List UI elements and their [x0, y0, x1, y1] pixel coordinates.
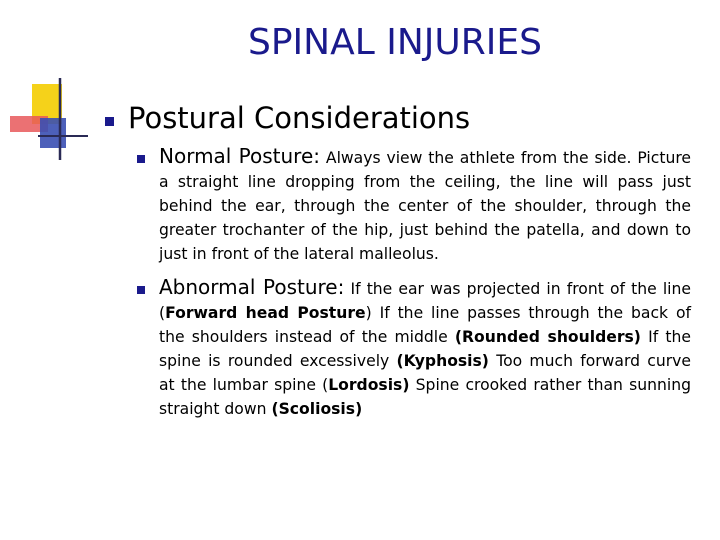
abnormal-text-3: If the spine is rounded excessively [159, 328, 691, 370]
rounded-shoulders-term: (Rounded shoulders) [454, 328, 641, 346]
normal-posture-paragraph [159, 144, 691, 266]
abnormal-text-1: If the ear was projected in front of the line ( [159, 280, 691, 322]
heading-bullet [105, 117, 114, 126]
normal-posture-text: Always view the athlete from the side. Picture a straight line dropping from the ceiling, the line will pass just behind the ear, through the center of the shoulder, through the greater trochanter of the hip, just behind the patella, and down to just in front of the lateral malleolus. [159, 149, 691, 263]
abnormal-posture-paragraph [159, 275, 691, 421]
slide-logo-icon [8, 78, 88, 164]
abnormal-text-4: Too much forward curve at the lumbar spine ( [159, 352, 691, 394]
kyphosis-term: (Kyphosis) [396, 352, 489, 370]
normal-bullet [137, 155, 145, 163]
scoliosis-term: (Scoliosis) [271, 400, 363, 418]
abnormal-text-2: ) If the line passes through the back of the shoulders instead of the middle [159, 304, 691, 346]
slide-title: SPINAL INJURIES [248, 22, 542, 63]
forward-head-term: Forward head Posture [165, 304, 366, 322]
abnormal-bullet [137, 286, 145, 294]
section-heading: Postural Considerations [128, 101, 471, 135]
abnormal-posture-label: Abnormal Posture: [159, 275, 345, 299]
lordosis-term: Lordosis) [328, 376, 410, 394]
abnormal-text-5: Spine crooked rather than sunning straight down [159, 376, 691, 418]
normal-posture-label: Normal Posture: [159, 144, 321, 168]
